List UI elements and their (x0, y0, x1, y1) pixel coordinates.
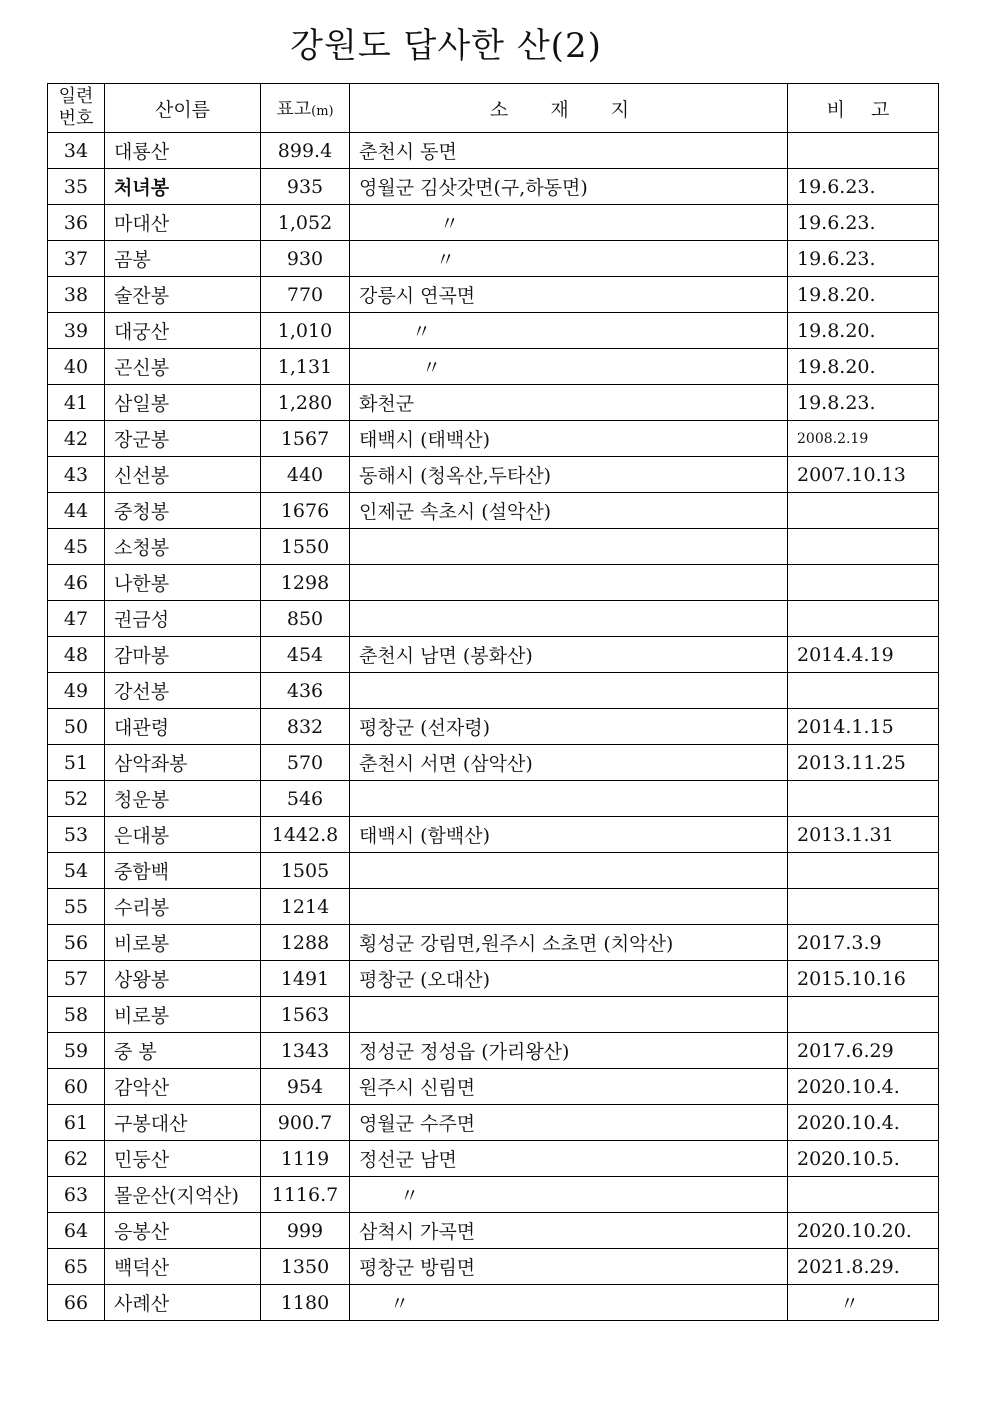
cell-location: 춘천시 동면 (350, 133, 788, 169)
cell-mountain-name: 은대봉 (105, 817, 261, 853)
cell-serial-number: 47 (48, 601, 105, 637)
cell-mountain-name: 처녀봉 (105, 169, 261, 205)
table-row (48, 1177, 939, 1213)
cell-serial-number: 39 (48, 313, 105, 349)
cell-note: 2014.1.15 (788, 709, 939, 745)
cell-serial-number: 51 (48, 745, 105, 781)
cell-mountain-name: 삼일봉 (105, 385, 261, 421)
cell-serial-number: 42 (48, 421, 105, 457)
cell-altitude: 1,052 (261, 205, 350, 241)
cell-serial-number: 34 (48, 133, 105, 169)
cell-mountain-name: 곰봉 (105, 241, 261, 277)
cell-location: 동해시 (청옥산,두타산) (350, 457, 788, 493)
cell-serial-number: 60 (48, 1069, 105, 1105)
cell-note: 19.6.23. (788, 241, 939, 277)
table-row (48, 421, 939, 457)
cell-serial-number: 40 (48, 349, 105, 385)
cell-serial-number: 59 (48, 1033, 105, 1069)
cell-mountain-name: 술잔봉 (105, 277, 261, 313)
cell-mountain-name: 중청봉 (105, 493, 261, 529)
header-serial-number (48, 84, 105, 133)
cell-location: 삼척시 가곡면 (350, 1213, 788, 1249)
cell-location: 인제군 속초시 (설악산) (350, 493, 788, 529)
cell-note: 2020.10.5. (788, 1141, 939, 1177)
cell-altitude: 1505 (261, 853, 350, 889)
cell-location: 영월군 김삿갓면(구,하동면) (350, 169, 788, 205)
cell-mountain-name: 마대산 (105, 205, 261, 241)
header-note: 비 고 (788, 84, 939, 133)
header-location: 소 재 지 (350, 84, 788, 133)
cell-mountain-name: 소청봉 (105, 529, 261, 565)
table-body (48, 133, 939, 1321)
cell-note: 19.8.20. (788, 349, 939, 385)
cell-serial-number: 43 (48, 457, 105, 493)
table-row (48, 925, 939, 961)
cell-serial-number: 53 (48, 817, 105, 853)
cell-location: 평창군 (선자령) (350, 709, 788, 745)
cell-altitude: 546 (261, 781, 350, 817)
cell-location: 〃 (350, 349, 788, 385)
table-row (48, 1069, 939, 1105)
cell-altitude: 1442.8 (261, 817, 350, 853)
table-row (48, 637, 939, 673)
cell-note: 2014.4.19 (788, 637, 939, 673)
cell-serial-number: 61 (48, 1105, 105, 1141)
cell-mountain-name: 백덕산 (105, 1249, 261, 1285)
cell-note: 2017.6.29 (788, 1033, 939, 1069)
cell-note (788, 853, 939, 889)
cell-altitude: 1567 (261, 421, 350, 457)
cell-serial-number: 50 (48, 709, 105, 745)
table-row (48, 601, 939, 637)
cell-note (788, 889, 939, 925)
cell-location: 〃 (350, 1285, 788, 1321)
cell-mountain-name: 구봉대산 (105, 1105, 261, 1141)
header-serial-line2: 번호 (58, 108, 94, 129)
cell-altitude: 1343 (261, 1033, 350, 1069)
cell-mountain-name: 장군봉 (105, 421, 261, 457)
cell-location (350, 565, 788, 601)
cell-note (788, 133, 939, 169)
table-row (48, 817, 939, 853)
cell-mountain-name: 신선봉 (105, 457, 261, 493)
cell-serial-number: 45 (48, 529, 105, 565)
table-row (48, 277, 939, 313)
cell-serial-number: 54 (48, 853, 105, 889)
cell-location: 태백시 (함백산) (350, 817, 788, 853)
cell-altitude: 1550 (261, 529, 350, 565)
cell-altitude: 1350 (261, 1249, 350, 1285)
cell-altitude: 1214 (261, 889, 350, 925)
table-row (48, 1033, 939, 1069)
cell-note (788, 1177, 939, 1213)
table-row (48, 781, 939, 817)
cell-altitude: 1288 (261, 925, 350, 961)
table-row (48, 853, 939, 889)
cell-serial-number: 55 (48, 889, 105, 925)
cell-mountain-name: 감마봉 (105, 637, 261, 673)
cell-note: 19.8.20. (788, 313, 939, 349)
table-row (48, 1249, 939, 1285)
cell-altitude: 1119 (261, 1141, 350, 1177)
cell-serial-number: 44 (48, 493, 105, 529)
cell-serial-number: 56 (48, 925, 105, 961)
cell-serial-number: 63 (48, 1177, 105, 1213)
cell-serial-number: 62 (48, 1141, 105, 1177)
cell-mountain-name: 감악산 (105, 1069, 261, 1105)
cell-altitude: 436 (261, 673, 350, 709)
cell-location: 〃 (350, 241, 788, 277)
table-row (48, 889, 939, 925)
cell-location (350, 529, 788, 565)
cell-mountain-name: 중함백 (105, 853, 261, 889)
cell-location: 〃 (350, 205, 788, 241)
page-title: 강원도 답사한 산(2) (290, 26, 602, 66)
cell-mountain-name: 청운봉 (105, 781, 261, 817)
cell-serial-number: 38 (48, 277, 105, 313)
cell-mountain-name: 대궁산 (105, 313, 261, 349)
cell-serial-number: 64 (48, 1213, 105, 1249)
header-altitude-unit: (m) (311, 104, 334, 119)
cell-altitude: 850 (261, 601, 350, 637)
cell-altitude: 935 (261, 169, 350, 205)
cell-altitude: 1,280 (261, 385, 350, 421)
table-row (48, 961, 939, 997)
cell-serial-number: 52 (48, 781, 105, 817)
cell-altitude: 454 (261, 637, 350, 673)
cell-altitude: 1298 (261, 565, 350, 601)
cell-mountain-name: 응봉산 (105, 1213, 261, 1249)
cell-mountain-name: 강선봉 (105, 673, 261, 709)
cell-note: 2017.3.9 (788, 925, 939, 961)
table-row (48, 529, 939, 565)
cell-altitude: 899.4 (261, 133, 350, 169)
table-row (48, 745, 939, 781)
cell-location: 원주시 신림면 (350, 1069, 788, 1105)
cell-location (350, 673, 788, 709)
cell-location: 화천군 (350, 385, 788, 421)
cell-location: 〃 (350, 1177, 788, 1213)
cell-altitude: 1676 (261, 493, 350, 529)
table-row (48, 565, 939, 601)
cell-serial-number: 65 (48, 1249, 105, 1285)
cell-location: 강릉시 연곡면 (350, 277, 788, 313)
cell-serial-number: 37 (48, 241, 105, 277)
cell-altitude: 570 (261, 745, 350, 781)
cell-note: 2021.8.29. (788, 1249, 939, 1285)
cell-location (350, 601, 788, 637)
cell-mountain-name: 곤신봉 (105, 349, 261, 385)
table-row (48, 1213, 939, 1249)
table-row (48, 673, 939, 709)
cell-note: 19.6.23. (788, 169, 939, 205)
cell-mountain-name: 상왕봉 (105, 961, 261, 997)
cell-note: 〃 (788, 1285, 939, 1321)
table-row (48, 205, 939, 241)
cell-note: 2013.1.31 (788, 817, 939, 853)
cell-mountain-name: 중 봉 (105, 1033, 261, 1069)
cell-location: 정성군 정성읍 (가리왕산) (350, 1033, 788, 1069)
table-row (48, 241, 939, 277)
cell-note (788, 781, 939, 817)
cell-altitude: 1,010 (261, 313, 350, 349)
cell-note: 2015.10.16 (788, 961, 939, 997)
cell-location: 춘천시 서면 (삼악산) (350, 745, 788, 781)
cell-note: 2020.10.4. (788, 1105, 939, 1141)
table-row (48, 1141, 939, 1177)
cell-note: 2020.10.4. (788, 1069, 939, 1105)
cell-mountain-name: 민둥산 (105, 1141, 261, 1177)
table-row (48, 385, 939, 421)
cell-mountain-name: 비로봉 (105, 925, 261, 961)
cell-location: 춘천시 남면 (봉화산) (350, 637, 788, 673)
mountain-table (47, 83, 939, 1321)
header-altitude-label: 표고 (276, 99, 312, 120)
cell-location (350, 781, 788, 817)
cell-altitude: 1116.7 (261, 1177, 350, 1213)
cell-note: 2007.10.13 (788, 457, 939, 493)
cell-note: 2008.2.19 (788, 421, 939, 457)
cell-mountain-name: 대관령 (105, 709, 261, 745)
cell-mountain-name: 비로봉 (105, 997, 261, 1033)
cell-mountain-name: 수리봉 (105, 889, 261, 925)
header-serial-line1: 일련 (58, 86, 94, 107)
cell-location: 영월군 수주면 (350, 1105, 788, 1141)
table-row (48, 709, 939, 745)
cell-location: 평창군 방림면 (350, 1249, 788, 1285)
cell-serial-number: 49 (48, 673, 105, 709)
cell-serial-number: 36 (48, 205, 105, 241)
cell-altitude: 900.7 (261, 1105, 350, 1141)
cell-location (350, 853, 788, 889)
cell-location (350, 889, 788, 925)
cell-note (788, 997, 939, 1033)
header-mountain-name: 산이름 (105, 84, 261, 133)
cell-location: 평창군 (오대산) (350, 961, 788, 997)
cell-location: 횡성군 강림면,원주시 소초면 (치악산) (350, 925, 788, 961)
table-row (48, 133, 939, 169)
cell-altitude: 930 (261, 241, 350, 277)
table-row (48, 1105, 939, 1141)
cell-mountain-name: 삼악좌봉 (105, 745, 261, 781)
table-row (48, 313, 939, 349)
cell-serial-number: 66 (48, 1285, 105, 1321)
cell-mountain-name: 몰운산(지억산) (105, 1177, 261, 1213)
cell-serial-number: 41 (48, 385, 105, 421)
cell-note: 19.6.23. (788, 205, 939, 241)
cell-serial-number: 58 (48, 997, 105, 1033)
table-header-row (48, 84, 939, 133)
cell-serial-number: 57 (48, 961, 105, 997)
cell-mountain-name: 사례산 (105, 1285, 261, 1321)
cell-serial-number: 35 (48, 169, 105, 205)
table-row (48, 493, 939, 529)
table-row (48, 997, 939, 1033)
cell-mountain-name: 대룡산 (105, 133, 261, 169)
cell-altitude: 999 (261, 1213, 350, 1249)
cell-altitude: 1,131 (261, 349, 350, 385)
cell-location: 〃 (350, 313, 788, 349)
cell-note: 2013.11.25 (788, 745, 939, 781)
cell-mountain-name: 나한봉 (105, 565, 261, 601)
cell-location (350, 997, 788, 1033)
cell-serial-number: 48 (48, 637, 105, 673)
cell-note (788, 493, 939, 529)
cell-altitude: 1491 (261, 961, 350, 997)
cell-altitude: 832 (261, 709, 350, 745)
cell-altitude: 770 (261, 277, 350, 313)
cell-altitude: 954 (261, 1069, 350, 1105)
cell-note: 19.8.23. (788, 385, 939, 421)
cell-mountain-name: 권금성 (105, 601, 261, 637)
table-row (48, 169, 939, 205)
cell-note (788, 673, 939, 709)
table-row (48, 457, 939, 493)
cell-serial-number: 46 (48, 565, 105, 601)
cell-note (788, 565, 939, 601)
table-row (48, 349, 939, 385)
cell-location: 태백시 (태백산) (350, 421, 788, 457)
cell-note (788, 601, 939, 637)
cell-altitude: 440 (261, 457, 350, 493)
cell-location: 정선군 남면 (350, 1141, 788, 1177)
table-row (48, 1285, 939, 1321)
header-altitude (261, 84, 350, 133)
cell-altitude: 1563 (261, 997, 350, 1033)
cell-altitude: 1180 (261, 1285, 350, 1321)
cell-note: 2020.10.20. (788, 1213, 939, 1249)
cell-note (788, 529, 939, 565)
cell-note: 19.8.20. (788, 277, 939, 313)
